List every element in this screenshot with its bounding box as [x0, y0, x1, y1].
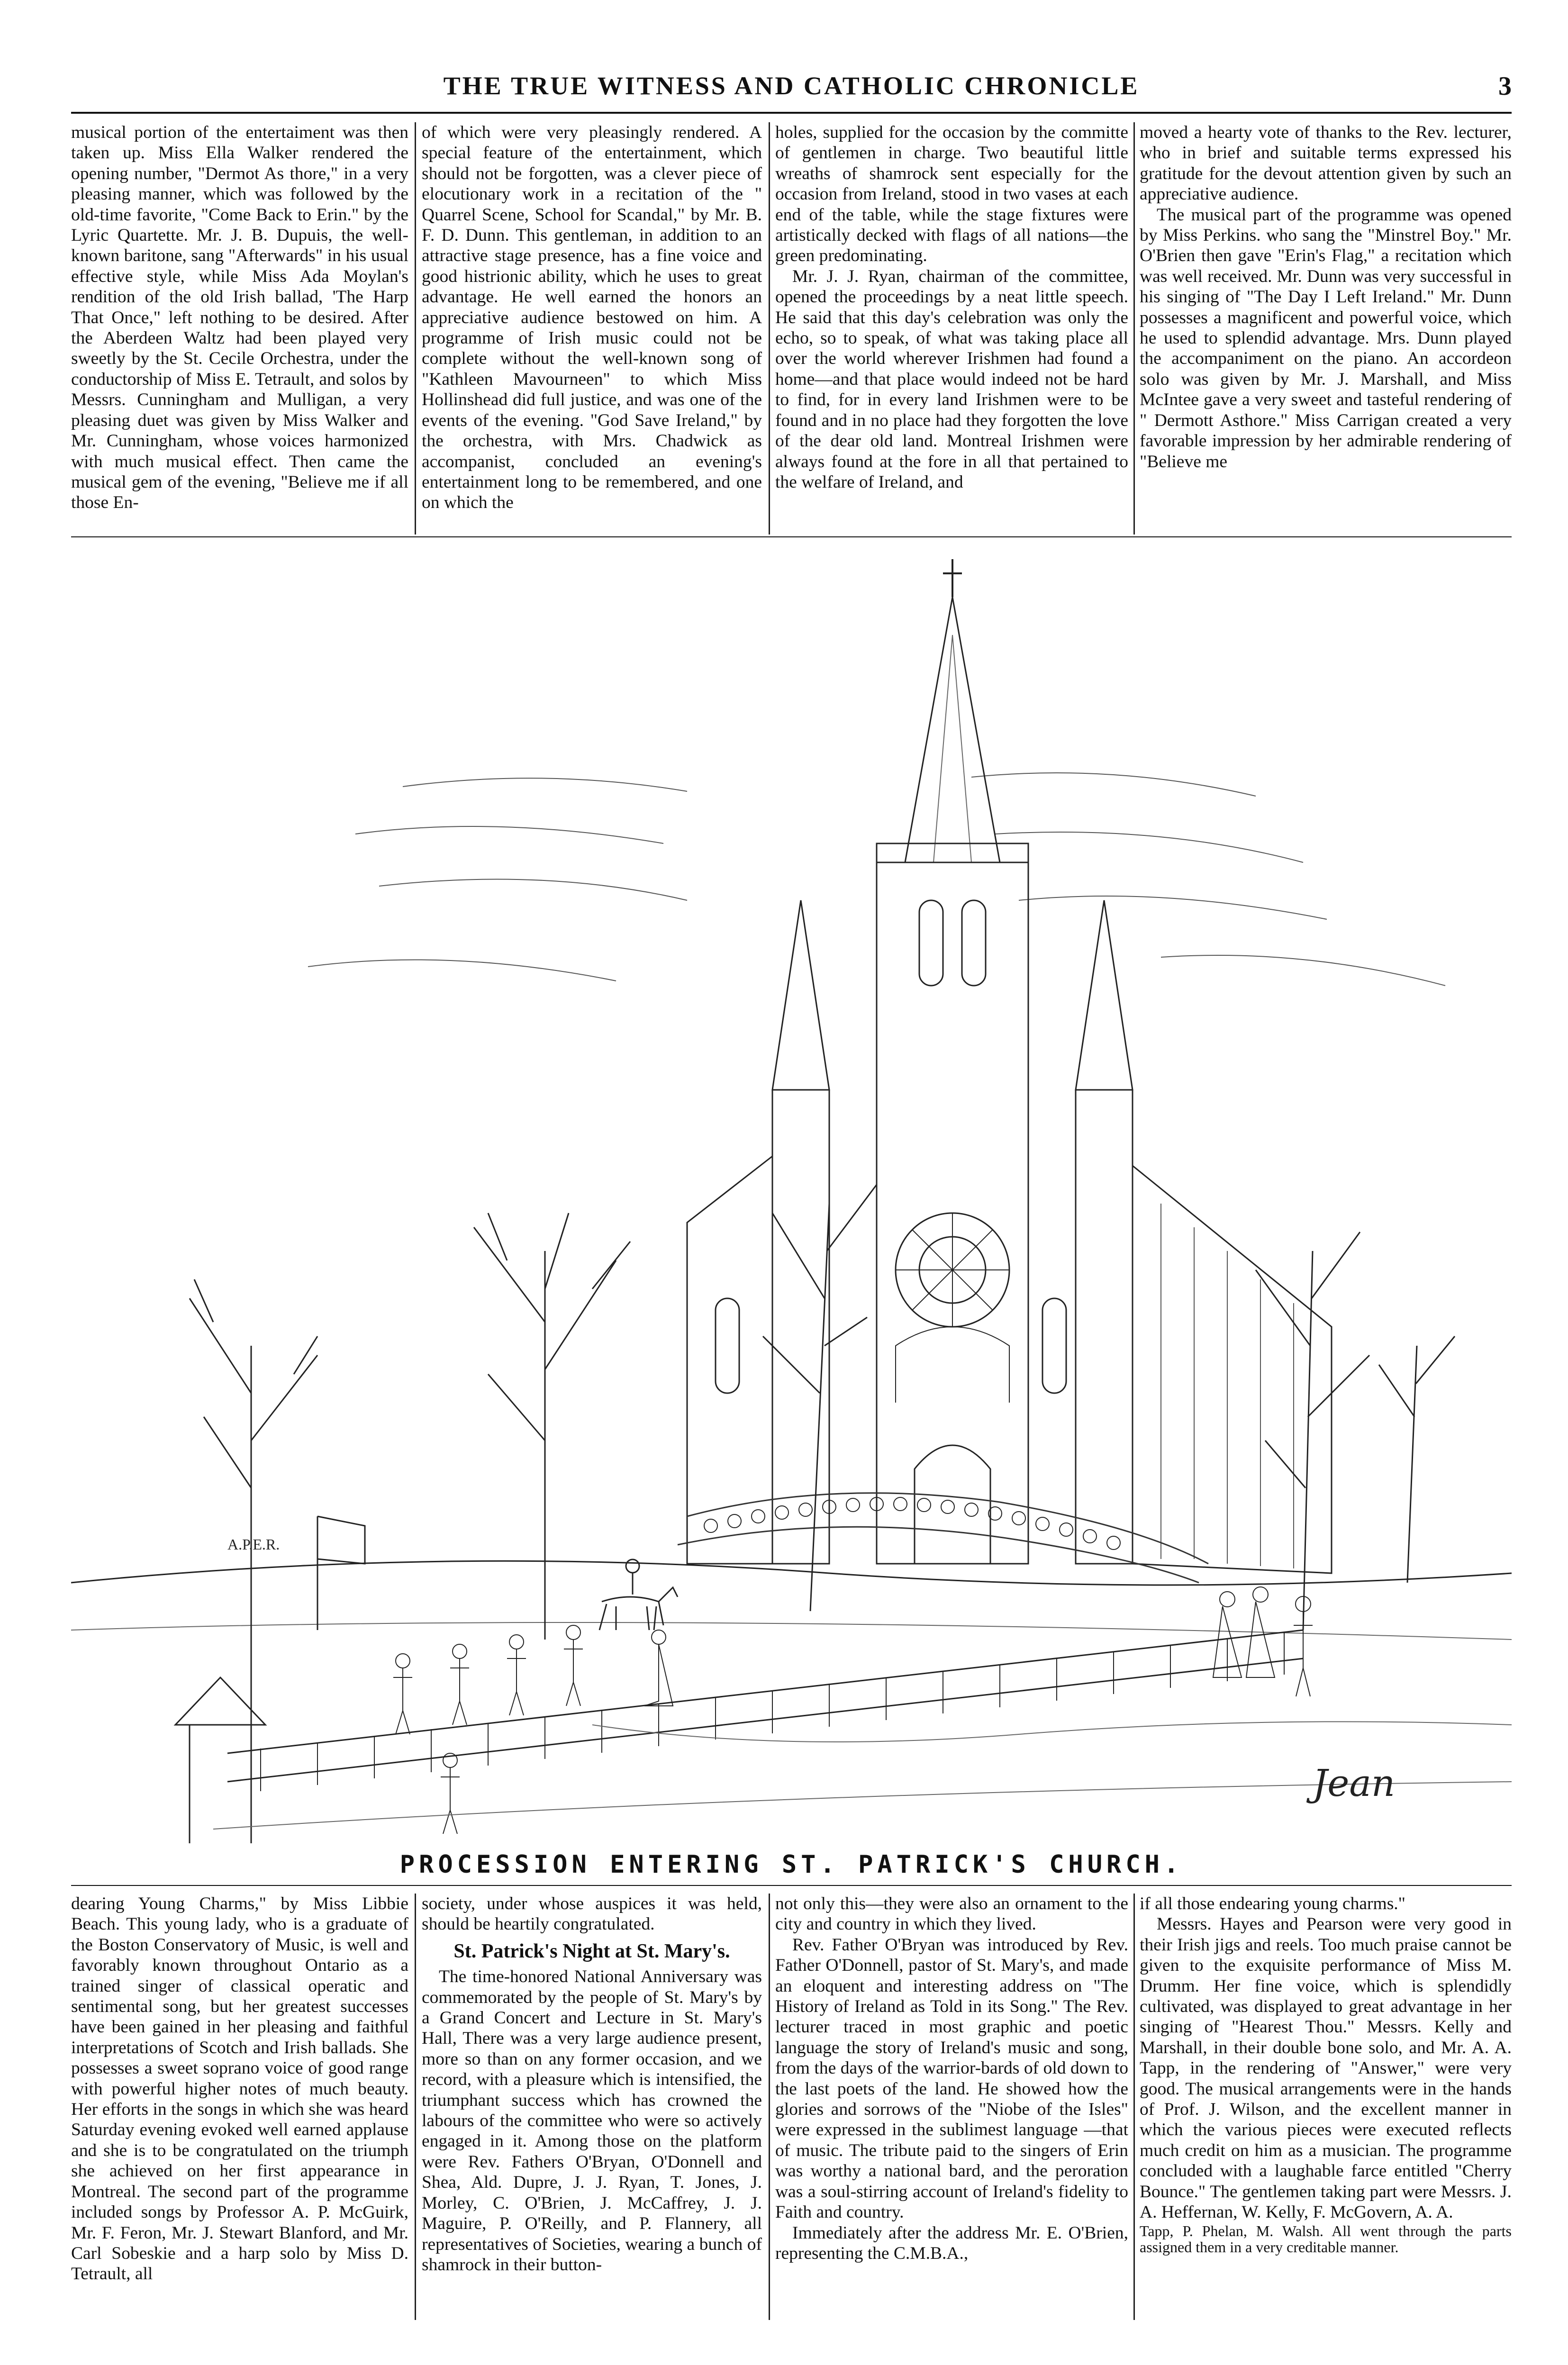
church-illustration	[71, 540, 1512, 1843]
column-divider	[769, 122, 770, 535]
column-divider	[415, 1894, 416, 2320]
paragraph: holes, supplied for the occasion by the committe of gentlemen in charge. Two beautiful little wreaths of shamrock sent especially for the occasion from Ireland, stood in two vases at each end of the table, while the stage fixtures were artistically decked with flags of all nations—the green predominating.	[775, 123, 1128, 266]
caption-rule	[71, 1885, 1512, 1886]
top-column-3	[775, 122, 1128, 535]
article-heading: St. Patrick's Night at St. Mary's.	[453, 1940, 730, 1962]
illustration-caption: PROCESSION ENTERING ST. PATRICK'S CHURCH.	[399, 1850, 1183, 1879]
column-divider	[415, 122, 416, 535]
paragraph: The musical part of the programme was opened by Miss Perkins. who sang the "Minstrel Boy." Mr. O'Brien then gave "Erin's Flag," a recitation which was well received. Mr. Dunn was very successful in his singing of "The Day I Left Ireland." Mr. Dunn possesses a magnificent and powerful voice, which he used to splendid advantage. Mrs. Dunn played the accompaniment on the piano. An accordeon solo was given by Mr. J. Marshall, and Miss McIntee gave a very sweet and tasteful rendering of " Dermott Asthore." Miss Carrigan created a very favorable impression by her admirable rendering of "Believe me	[1140, 205, 1512, 471]
bottom-column-1	[71, 1894, 408, 2320]
bottom-column-2	[422, 1894, 762, 2320]
bottom-column-4	[1140, 1894, 1512, 2320]
masthead	[71, 71, 1512, 104]
paragraph: not only this—they were also an ornament to the city and country in which they lived.	[775, 1894, 1128, 1934]
banner-lettering: A.P.E.R.	[227, 1536, 280, 1553]
paragraph: moved a hearty vote of thanks to the Rev. lecturer, who in brief and suitable terms expressed his gratitude for the devout attention given by such an appreciative audience.	[1140, 123, 1512, 204]
procession-engraving	[71, 540, 1512, 1843]
bottom-column-3	[775, 1894, 1128, 2320]
paragraph: dearing Young Charms," by Miss Libbie Beach. This young lady, who is a graduate of the Boston Conservatory of Music, is well and favorably known throughout Ontario as a trained singer of classical operatic and sentimental song, but her greatest successes have been gained in her pleasing and faithful interpretations of Scotch and Irish ballads. She possesses a sweet soprano voice of good range with powerful higher notes of much beauty. Her efforts in the songs in which she was heard Saturday evening evoked well earned applause and she is to be congratulated on the triumph she achieved on her first appearance in Montreal. The second part of the programme included songs by Professor A. P. McGuirk, Mr. F. Feron, Mr. J. Stewart Blanford, and Mr. Carl Sobeskie and a harp solo by Miss D. Tetrault, all	[71, 1894, 408, 2284]
masthead-rule	[71, 112, 1512, 114]
artist-signature: Jean	[1313, 1762, 1396, 1805]
newspaper-title: THE TRUE WITNESS AND CATHOLIC CHRONICLE	[443, 72, 1140, 100]
small-print: Tapp, P. Phelan, M. Walsh. All went through the parts assigned them in a very creditable manner.	[1140, 2222, 1512, 2256]
paragraph: musical portion of the entertaiment was then taken up. Miss Ella Walker rendered the opening number, "Dermot As thore," in a very pleasing manner, which was followed by the old-time favorite, "Come Back to Erin." by the Lyric Quartette. Mr. J. B. Dupuis, the well-known baritone, sang "Afterwards" in his usual effective style, while Miss Ada Moylan's rendition of the old Irish ballad, 'The Harp That Once," left nothing to be desired. After the Aberdeen Waltz had been played very sweetly by the St. Cecile Orchestra, under the conductorship of Miss E. Tetrault, and solos by Messrs. Cunningham and Mulligan, a very pleasing duet was given by Miss Walker and Mr. Cunningham, whose voices harmonized with much musical effect. Then came the musical gem of the evening, "Believe me if all those En-	[71, 123, 408, 513]
top-column-1	[71, 122, 408, 535]
paragraph: The time-honored National Anniversary was commemorated by the people of St. Mary's by a Grand Concert and Lecture in St. Mary's Hall, There was a very large audience present, more so than on any former occasion, and we record, with a pleasure which is intensified, the triumphant success which has crowned the labours of the committee who were so actively engaged in it. Among those on the platform were Rev. Fathers O'Bryan, O'Donnell and Shea, Ald. Dupre, J. J. Ryan, T. Jones, J. Morley, C. O'Brien, J. McCaffrey, J. J. Maguire, P. O'Reilly, and P. Flannery, all representatives of Societies, wearing a bunch of shamrock in their button-	[422, 1967, 762, 2274]
paragraph: Messrs. Hayes and Pearson were very good in their Irish jigs and reels. Too much praise cannot be given to the exquisite performance of Miss M. Drumm. Her fine voice, which is splendidly cultivated, was displayed to great advantage in her singing of "Hearest Thou." Messrs. Kelly and Marshall, in their double bone solo, and Mr. A. A. Tapp, in the rendering of "Answer," were very good. The musical arrangements were in the hands of Prof. J. Wilson, and the excellent manner in which the various pieces were executed reflects much credit on him as a musician. The programme concluded with a laughable farce entitled "Cherry Bounce." The gentlemen taking part were Messrs. J. A. Heffernan, W. Kelly, F. McGovern, A. A.	[1140, 1914, 1512, 2222]
paragraph: of which were very pleasingly rendered. A special feature of the entertainment, which should not be forgotten, was a clever piece of elocutionary work in a recitation of the " Quarrel Scene, School for Scandal," by Mr. B. F. D. Dunn. This gentleman, in addition to an attractive stage presence, has a fine voice and good histrionic ability, which he uses to great advantage. He well earned the honors an appreciative audience bestowed on him. A programme of Irish music could not be complete without the well-known song of "Kathleen Mavourneen" to which Miss Hollinshead did full justice, and was one of the events of the evening. "God Save Ireland," by the orchestra, with Mrs. Chadwick as accompanist, concluded an evening's entertainment long to be remembered, and one on which the	[422, 123, 762, 513]
top-column-4	[1140, 122, 1512, 535]
column-divider	[1133, 122, 1135, 535]
top-column-2	[422, 122, 762, 535]
column-divider	[1133, 1894, 1135, 2320]
section-rule	[71, 536, 1512, 537]
column-divider	[769, 1894, 770, 2320]
paragraph: Immediately after the address Mr. E. O'Brien, representing the C.M.B.A.,	[775, 2223, 1128, 2263]
paragraph: Mr. J. J. Ryan, chairman of the committee, opened the proceedings by a neat little speech. He said that this day's celebration was only the echo, so to speak, of what was taking place all over the world wherever Irishmen had found a home—and that place would indeed not be hard to find, for in every land Irishmen were to be found and in no place had they forgotten the love of the dear old land. Montreal Irishmen were always found at the fore in all that pertained to the welfare of Ireland, and	[775, 266, 1128, 492]
page-number: 3	[1498, 72, 1512, 101]
paragraph: if all those endearing young charms."	[1140, 1894, 1405, 1913]
paragraph: Rev. Father O'Bryan was introduced by Rev. Father O'Donnell, pastor of St. Mary's, and made an eloquent and interesting address on "The History of Ireland as Told in its Song." The Rev. lecturer traced in most graphic and poetic language the story of Ireland's music and song, from the days of the warrior-bards of old down to the last poets of the land. He showed how the glories and sorrows of the "Niobe of the Isles" were expressed in the sublimest language —that of music. The tribute paid to the singers of Erin was worthy a national bard, and the peroration was a soul-stirring account of Ireland's fidelity to Faith and country.	[775, 1935, 1128, 2222]
paragraph: society, under whose auspices it was held, should be heartily congratulated.	[422, 1894, 762, 1934]
